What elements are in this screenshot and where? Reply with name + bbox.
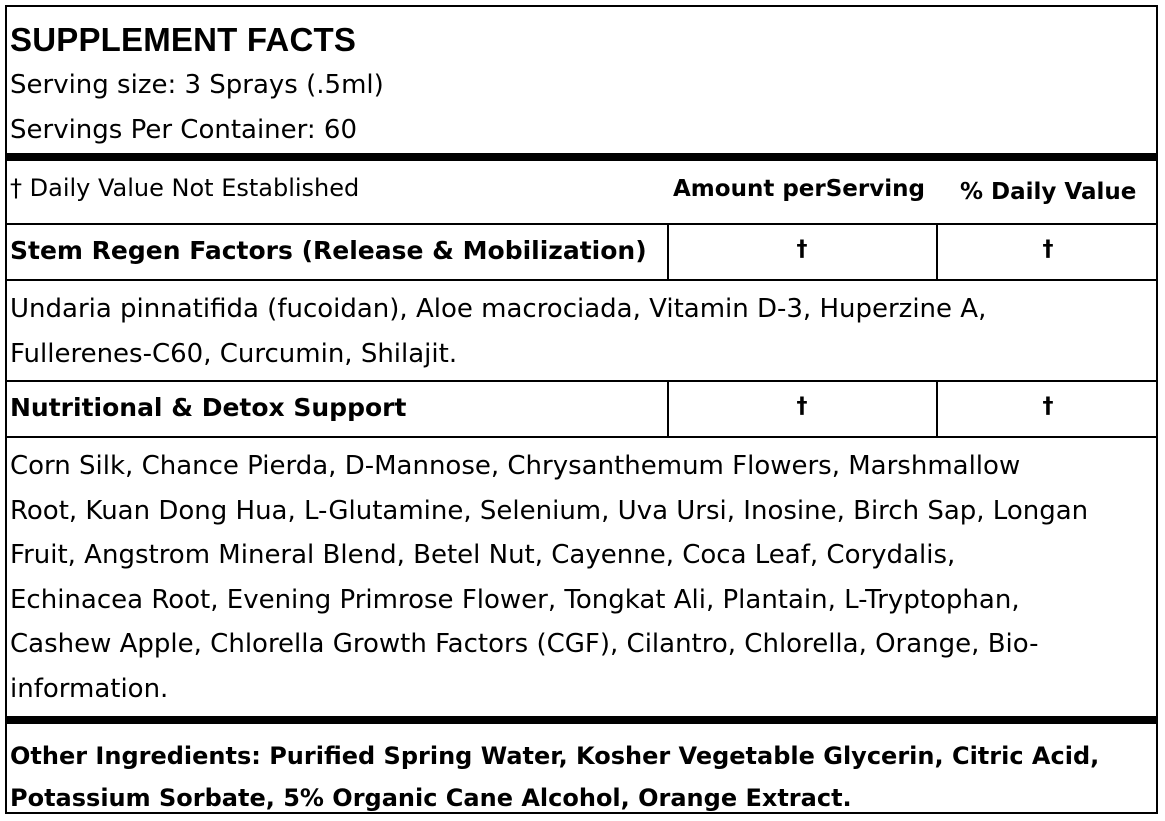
ingredients-line: Fruit, Angstrom Mineral Blend, Betel Nut, Cayenne, Coca Leaf, Corydalis, [10, 540, 956, 570]
divider [7, 380, 1156, 382]
section-title-nutritional-detox: Nutritional & Detox Support [10, 393, 407, 422]
section-dv-dagger: † [1042, 237, 1054, 262]
section-amount-dagger: † [796, 237, 808, 262]
nutritional-detox-ingredients [10, 444, 1158, 711]
column-divider [936, 223, 938, 279]
other-ingredients [10, 735, 1158, 819]
section-amount-dagger: † [796, 394, 808, 419]
supplement-facts-panel [5, 5, 1158, 814]
servings-per-container: Servings Per Container: 60 [10, 115, 358, 145]
column-divider [667, 223, 669, 279]
stem-regen-ingredients [10, 287, 1158, 376]
ingredients-line: Fullerenes-C60, Curcumin, Shilajit. [10, 338, 458, 369]
thick-divider [7, 716, 1156, 724]
column-divider [936, 380, 938, 436]
column-divider [667, 380, 669, 436]
divider [7, 436, 1156, 438]
panel-title: SUPPLEMENT FACTS [10, 21, 357, 58]
ingredients-line: Corn Silk, Chance Pierda, D-Mannose, Chrysanthemum Flowers, Marshmallow [10, 451, 1021, 481]
daily-value-header: % Daily Value [960, 179, 1137, 205]
other-ingredients-line: Other Ingredients: Purified Spring Water, Kosher Vegetable Glycerin, Citric Acid, [10, 742, 1100, 770]
ingredients-line: information. [10, 673, 169, 704]
divider [7, 223, 1156, 225]
section-title-stem-regen: Stem Regen Factors (Release & Mobilization) [10, 236, 647, 265]
ingredients-line: Root, Kuan Dong Hua, L-Glutamine, Selenium, Uva Ursi, Inosine, Birch Sap, Longan [10, 495, 1089, 526]
section-dv-dagger: † [1042, 394, 1054, 419]
divider [7, 279, 1156, 281]
thick-divider [7, 153, 1156, 161]
amount-per-serving-header: Amount perServing [673, 176, 925, 202]
ingredients-line: Undaria pinnatifida (fucoidan), Aloe macrociada, Vitamin D-3, Huperzine A, [10, 294, 987, 324]
ingredients-line: Echinacea Root, Evening Primrose Flower, Tongkat Ali, Plantain, L-Tryptophan, [10, 584, 1020, 615]
daily-value-note: † Daily Value Not Established [10, 174, 360, 202]
ingredients-line: Cashew Apple, Chlorella Growth Factors (CGF), Cilantro, Chlorella, Orange, Bio- [10, 629, 1039, 659]
other-ingredients-line: Potassium Sorbate, 5% Organic Cane Alcohol, Orange Extract. [10, 784, 852, 812]
serving-size: Serving size: 3 Sprays (.5ml) [10, 70, 384, 100]
